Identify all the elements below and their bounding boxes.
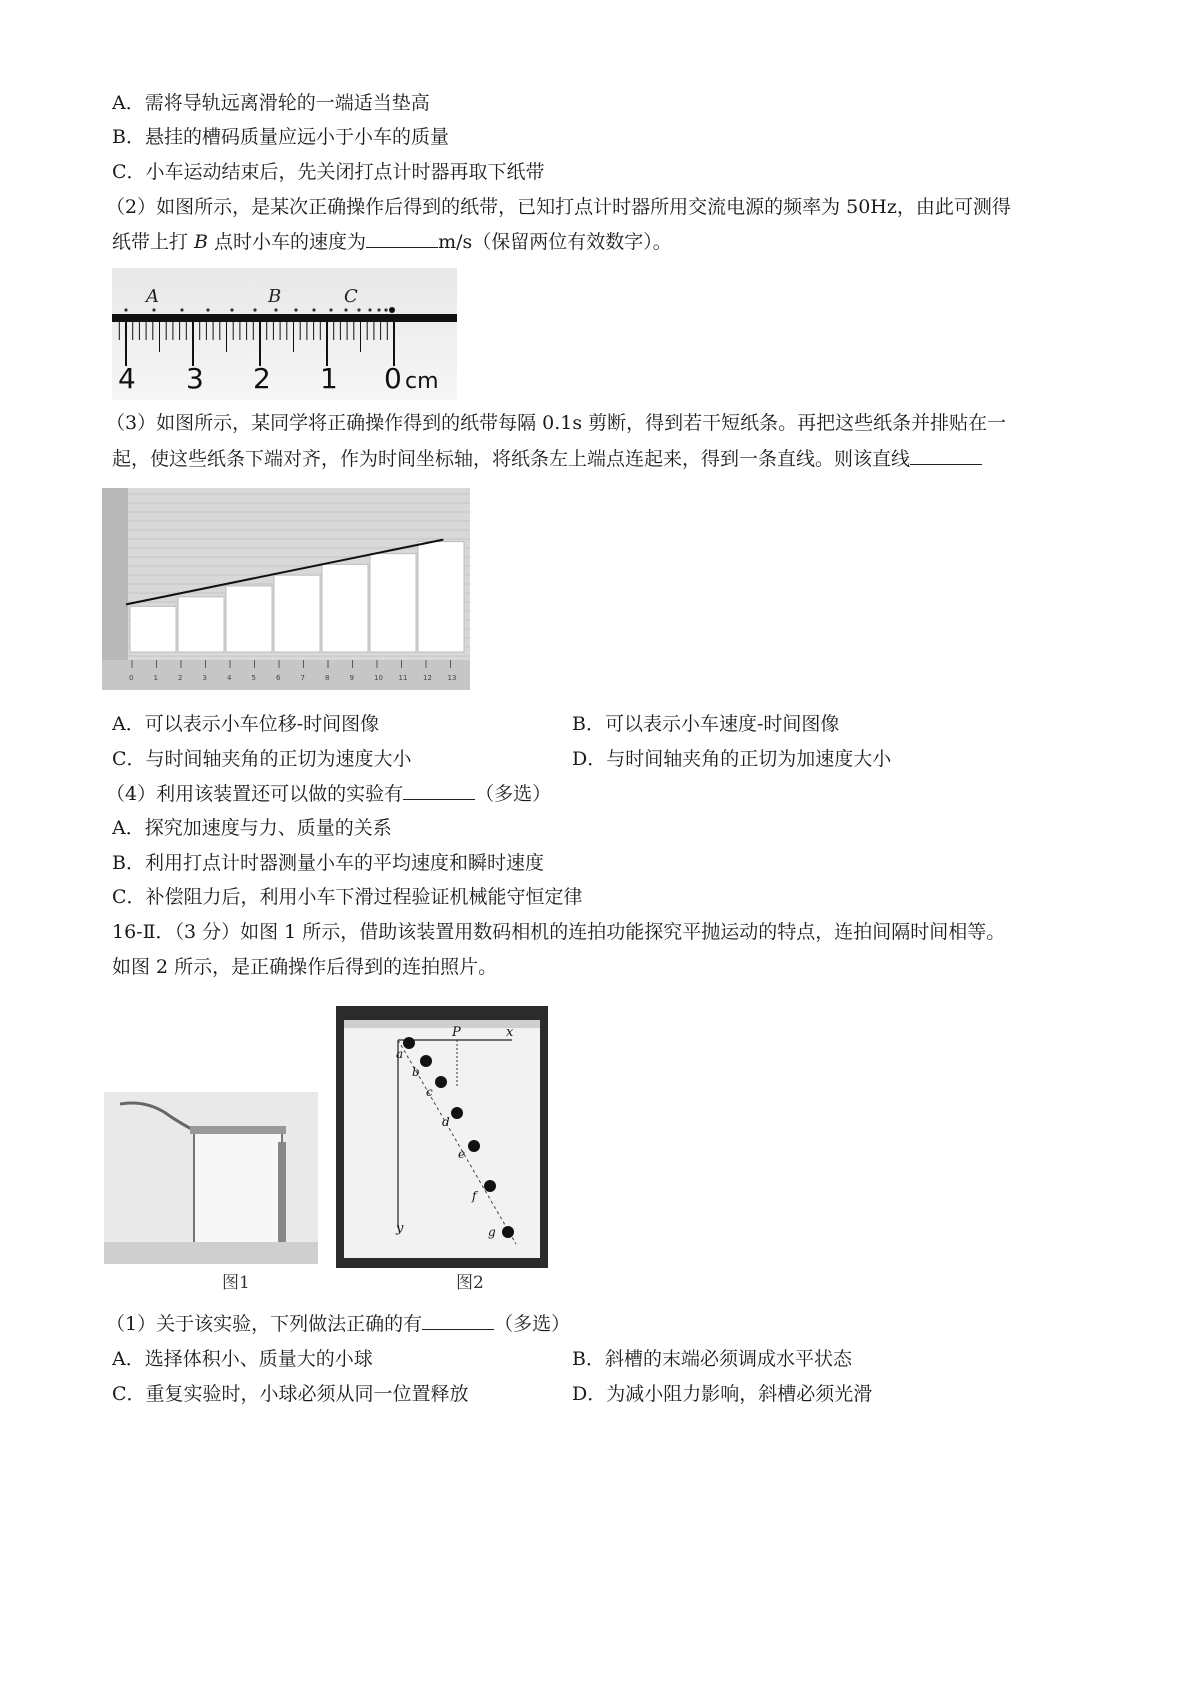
tape-dot: [357, 308, 360, 311]
part4-text: （4）利用该装置还可以做的实验有: [106, 783, 404, 805]
tape-dot: [368, 308, 371, 311]
bottom-ruler-label: 1: [153, 674, 158, 682]
tape-dot: [384, 308, 387, 311]
ruler-top-edge: [112, 314, 457, 322]
q16-option-c: C．重复实验时，小球必须从同一位置释放: [112, 1383, 469, 1405]
bottom-ruler-label: 8: [325, 674, 330, 682]
paper-strip: [274, 575, 320, 652]
paper-strip: [322, 564, 368, 652]
q16-part1-text: （1）关于该实验，下列做法正确的有: [106, 1313, 423, 1335]
q15-part2-line1: （2）如图所示，是某次正确操作后得到的纸带，已知打点计时器所用交流电源的频率为 50Hz，由此可测得: [106, 196, 1011, 218]
q15-part4-option-b: B．利用打点计时器测量小车的平均速度和瞬时速度: [112, 852, 544, 874]
bottom-ruler-label: 6: [276, 674, 281, 682]
ruler-label-a: A: [146, 286, 159, 307]
tape-dot: [344, 308, 347, 311]
bottom-ruler-label: 10: [374, 674, 383, 682]
label-y: y: [396, 1221, 404, 1236]
q15-part4-option-c: C．补偿阻力后，利用小车下滑过程验证机械能守恒定律: [112, 886, 583, 908]
q15-part3-option-c: C．与时间轴夹角的正切为速度大小: [112, 748, 412, 770]
q16-part1-suffix: （多选）: [494, 1313, 571, 1335]
bottom-ruler-label: 12: [423, 674, 432, 682]
ruler-number-1: 1: [320, 362, 338, 395]
q15-part4-option-a: A．探究加速度与力、质量的关系: [112, 817, 392, 839]
part4-suffix: （多选）: [475, 783, 552, 805]
ruler-number-0: 0: [384, 362, 402, 395]
tape-dot: [294, 308, 297, 311]
paper-strip: [418, 542, 464, 652]
tape-dot-end: [389, 307, 395, 313]
right-post: [278, 1142, 286, 1252]
board-panel: [194, 1132, 282, 1252]
q15-part3-line2: [112, 446, 982, 472]
tape-dot: [329, 308, 332, 311]
ball-f: [484, 1180, 496, 1192]
q16-intro-line1: 16-Ⅱ．（3 分）如图 1 所示，借助该装置用数码相机的连拍功能探究平抛运动的特点，连拍间隔时间相等。: [112, 921, 1006, 943]
part2-text-post: m/s（保留两位有效数字）。: [438, 231, 672, 253]
q15-part3-line1: （3）如图所示，某同学将正确操作得到的纸带每隔 0.1s 剪断，得到若干短纸条。再把这些纸条并排贴在一: [106, 412, 1007, 434]
board-top-bar: [190, 1126, 286, 1134]
paper-strips-figure: [102, 488, 470, 690]
q16-option-b: B．斜槽的末端必须调成水平状态: [572, 1348, 852, 1370]
q15-part4-line: [106, 781, 551, 807]
ball-b: [420, 1055, 432, 1067]
ruler-label-b: B: [268, 286, 282, 307]
tape-dot: [377, 308, 380, 311]
answer-blank: [403, 781, 475, 800]
ruler-number-2: 2: [253, 362, 271, 395]
tape-dot: [230, 308, 233, 311]
ruler-label-c: C: [344, 286, 358, 307]
figure1-caption: 图1: [222, 1273, 250, 1293]
q16-option-a: A．选择体积小、质量大的小球: [112, 1348, 373, 1370]
paper-strip: [178, 597, 224, 652]
bottom-ruler-label: 9: [349, 674, 354, 682]
q15-option-c: C．小车运动结束后，先关闭打点计时器再取下纸带: [112, 161, 545, 183]
bottom-ruler-label: 11: [398, 674, 408, 682]
point-b-var: B: [194, 231, 209, 253]
vertical-ruler: [102, 488, 128, 690]
q15-part2-line2: [112, 229, 672, 255]
bottom-ruler-label: 7: [300, 674, 305, 682]
answer-blank: [366, 229, 438, 248]
figure2-strobe-photo: [336, 1006, 548, 1268]
tape-dot: [312, 308, 315, 311]
ball-a: [403, 1037, 415, 1049]
q15-option-b: B．悬挂的槽码质量应远小于小车的质量: [112, 126, 449, 148]
part2-text-pre: 纸带上打: [112, 231, 195, 253]
ruler-number-3: 3: [186, 362, 204, 395]
q15-option-a: A．需将导轨远离滑轮的一端适当垫高: [112, 92, 430, 114]
ball-c: [435, 1076, 447, 1088]
ruler-unit: cm: [405, 369, 439, 394]
paper-strip: [370, 554, 416, 652]
tape-dot: [152, 308, 155, 311]
tape-dot: [124, 308, 127, 311]
label-b: b: [412, 1065, 420, 1079]
figure1-apparatus: [104, 1092, 318, 1264]
paper-strip: [226, 586, 272, 652]
bottom-ruler-label: 13: [447, 674, 457, 682]
label-e: e: [458, 1147, 466, 1161]
label-a: a: [396, 1047, 404, 1061]
label-f: f: [472, 1189, 477, 1203]
q15-part3-option-b: B．可以表示小车速度-时间图像: [572, 713, 840, 735]
part3-text: 起，使这些纸条下端对齐，作为时间坐标轴，将纸条左上端点连起来，得到一条直线。则该直线: [112, 448, 911, 470]
q15-part3-option-a: A．可以表示小车位移-时间图像: [112, 713, 380, 735]
ball-e: [468, 1140, 480, 1152]
part2-text-mid: 点时小车的速度为: [208, 231, 367, 253]
answer-blank: [422, 1311, 494, 1330]
tape-dot: [180, 308, 183, 311]
ruler-number-4: 4: [118, 362, 136, 395]
table-surface: [104, 1242, 318, 1264]
q16-intro-line2: 如图 2 所示，是正确操作后得到的连拍照片。: [112, 956, 498, 978]
bottom-ruler-label: 3: [202, 674, 207, 682]
bottom-ruler-label: 4: [227, 674, 232, 682]
ball-d: [451, 1107, 463, 1119]
ball-g: [502, 1226, 514, 1238]
label-p: P: [452, 1025, 461, 1040]
fig2-board: [344, 1020, 540, 1258]
bottom-ruler-label: 0: [129, 674, 134, 682]
label-c: c: [426, 1085, 433, 1099]
answer-blank: [910, 446, 982, 465]
label-g: g: [488, 1225, 496, 1239]
tape-dot: [274, 308, 277, 311]
q16-option-d: D．为减小阻力影响，斜槽必须光滑: [572, 1383, 873, 1405]
bottom-ruler-label: 2: [178, 674, 183, 682]
figure2-caption: 图2: [456, 1273, 484, 1293]
label-x: x: [506, 1025, 514, 1040]
q15-part3-option-d: D．与时间轴夹角的正切为加速度大小: [572, 748, 892, 770]
bottom-ruler-label: 5: [251, 674, 256, 682]
tape-dot: [206, 308, 209, 311]
q16-part1-line: [106, 1311, 570, 1337]
label-d: d: [442, 1115, 450, 1129]
tape-dot: [253, 308, 256, 311]
tape-ruler-figure: [112, 268, 457, 400]
paper-strip: [130, 606, 176, 652]
